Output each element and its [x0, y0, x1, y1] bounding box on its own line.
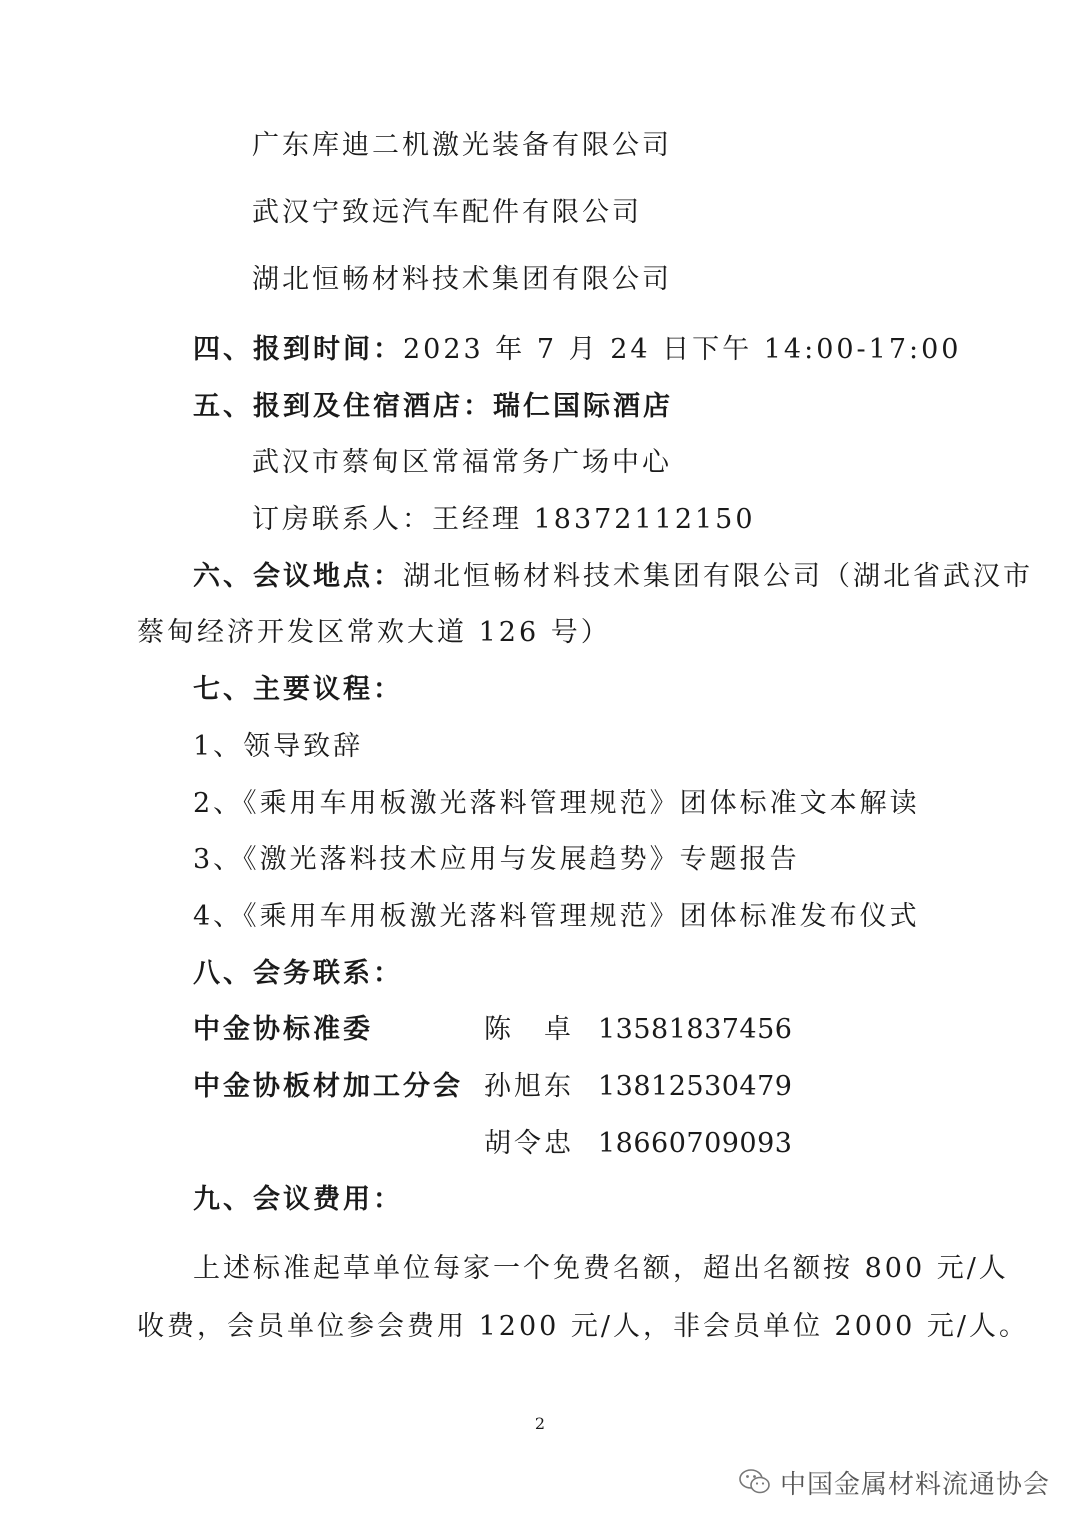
contact-name: 孙旭东 [484, 1071, 574, 1102]
footer-source-name: 中国金属材料流通协会 [780, 1469, 1051, 1500]
agenda-item: 4、《乘用车用板激光落料管理规范》团体标准发布仪式 [193, 901, 920, 932]
venue-value-cont: 蔡甸经济开发区常欢大道 126 号） [137, 617, 611, 648]
contact-phone: 13581837456 [598, 1014, 793, 1045]
contact-name: 陈 卓 [484, 1014, 574, 1045]
hotel-address: 武汉市蔡甸区常福常务广场中心 [252, 447, 672, 478]
fee-text: 上述标准起草单位每家一个免费名额，超出名额按 800 元/人 [193, 1253, 1009, 1284]
section-contact-heading: 八、会务联系： [193, 958, 403, 989]
section-venue [193, 557, 1033, 597]
hotel-contact: 订房联系人：王经理 18372112150 [252, 504, 756, 535]
fee-text-cont: 收费，会员单位参会费用 1200 元/人，非会员单位 2000 元/人。 [137, 1311, 1029, 1342]
agenda-item: 3、《激光落料技术应用与发展趋势》专题报告 [193, 844, 800, 875]
contact-phone: 18660709093 [598, 1128, 793, 1159]
company-line: 湖北恒畅材料技术集团有限公司 [252, 264, 672, 295]
section-registration-time [193, 330, 962, 370]
section-heading: 六、会议地点： [193, 561, 403, 592]
agenda-item: 2、《乘用车用板激光落料管理规范》团体标准文本解读 [193, 788, 920, 819]
venue-value: 湖北恒畅材料技术集团有限公司（湖北省武汉市 [403, 561, 1033, 592]
contact-name: 胡令忠 [484, 1128, 574, 1159]
watermark-footer [738, 1462, 1050, 1502]
contact-phone: 13812530479 [598, 1071, 793, 1102]
company-line: 武汉宁致远汽车配件有限公司 [252, 197, 642, 228]
contact-org: 中金协板材加工分会 [193, 1071, 463, 1102]
agenda-item: 1、领导致辞 [193, 731, 364, 762]
contact-org: 中金协标准委 [193, 1014, 373, 1045]
wechat-icon [738, 1467, 772, 1497]
section-hotel-heading: 五、报到及住宿酒店：瑞仁国际酒店 [193, 391, 673, 422]
section-fee-heading: 九、会议费用： [193, 1184, 403, 1215]
company-line: 广东库迪二机激光装备有限公司 [252, 130, 672, 161]
registration-time-value: 2023 年 7 月 24 日下午 14:00-17:00 [403, 334, 962, 365]
page-number: 2 [534, 1414, 546, 1433]
section-heading: 四、报到时间： [193, 334, 403, 365]
section-agenda-heading: 七、主要议程： [193, 674, 403, 705]
